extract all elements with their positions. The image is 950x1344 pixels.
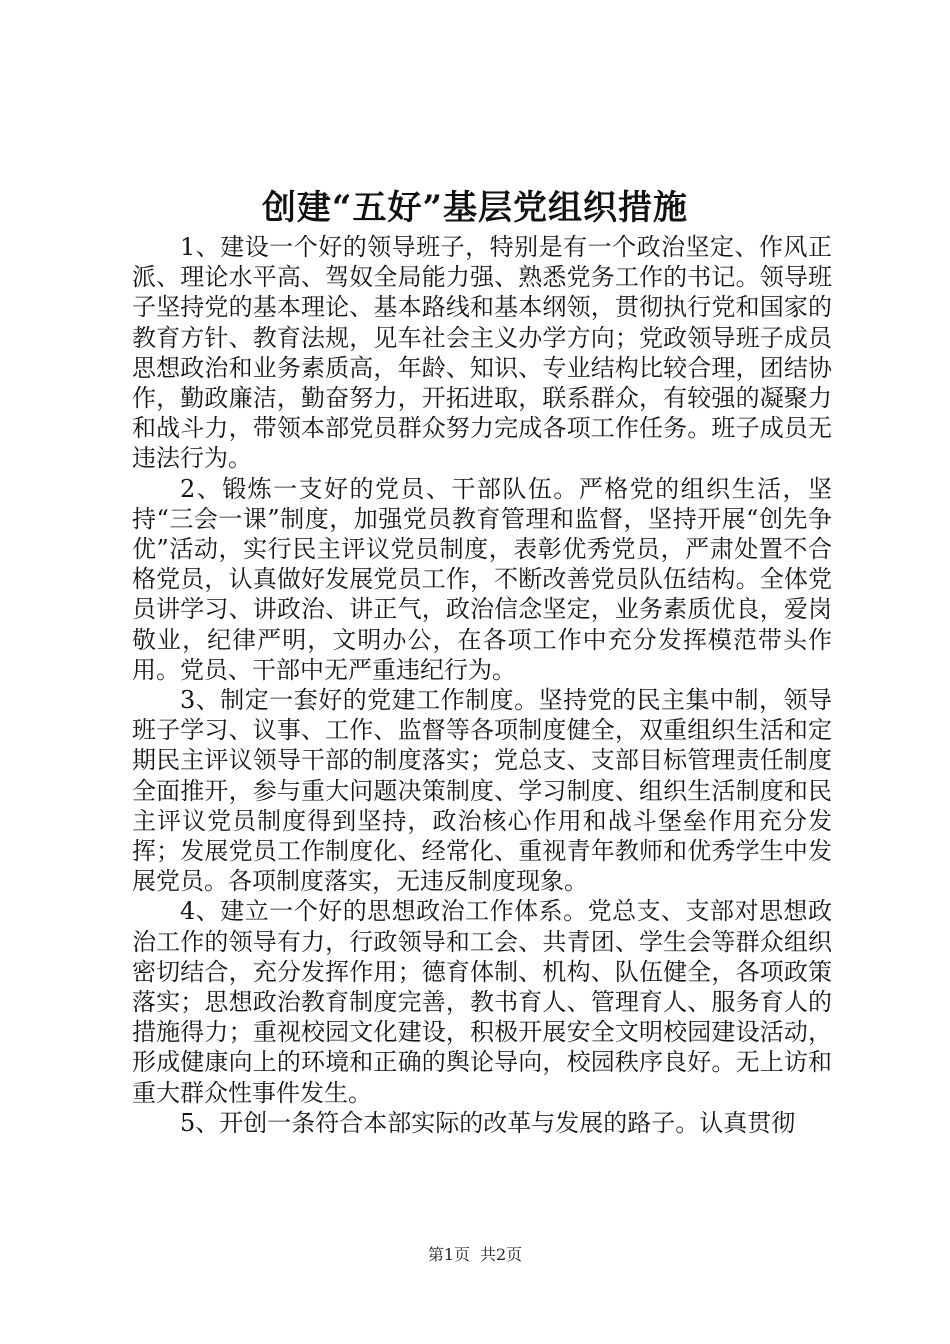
page-number: 第1页: [427, 1245, 470, 1264]
document-body: [132, 232, 832, 1138]
paragraph-4: 4、建立一个好的思想政治工作体系。党总支、支部对思想政治工作的领导有力，行政领导和工会、共青团、学生会等群众组织密切结合，充分发挥作用；德育体制、机构、队伍健全，各项政策落实；思想政治教育制度完善，教书育人、管理育人、服务育人的措施得力；重视校园文化建设，积极开展安全文明校园建设活动，形成健康向上的环境和正确的舆论导向，校园秩序良好。无上访和重大群众性事件发生。: [132, 897, 832, 1107]
paragraph-2: 2、锻炼一支好的党员、干部队伍。严格党的组织生活，坚持“三会一课”制度，加强党员教育管理和监督，坚持开展“创先争优”活动，实行民主评议党员制度，表彰优秀党员，严肃处置不合格党员，认真做好发展党员工作，不断改善党员队伍结构。全体党员讲学习、讲政治、讲正气，政治信念坚定，业务素质优良，爱岗敬业，纪律严明，文明办公，在各项工作中充分发挥模范带头作用。党员、干部中无严重违纪行为。: [132, 474, 832, 684]
page-footer: [0, 1244, 950, 1266]
paragraph-5: 5、开创一条符合本部实际的改革与发展的路子。认真贯彻: [180, 1108, 796, 1137]
paragraph-3: 3、制定一套好的党建工作制度。坚持党的民主集中制，领导班子学习、议事、工作、监督等各项制度健全，双重组织生活和定期民主评议领导干部的制度落实；党总支、支部目标管理责任制度全面推开，参与重大问题决策制度、学习制度、组织生活制度和民主评议党员制度得到坚持，政治核心作用和战斗堡垒作用充分发挥；发展党员工作制度化、经常化、重视青年教师和优秀学生中发展党员。各项制度落实，无违反制度现象。: [132, 686, 832, 896]
document-title: 创建“五好”基层党组织措施: [261, 188, 689, 228]
page-total: 共2页: [480, 1245, 523, 1264]
paragraph-1: 1、建设一个好的领导班子，特别是有一个政治坚定、作风正派、理论水平高、驾奴全局能力强、熟悉党务工作的书记。领导班子坚持党的基本理论、基本路线和基本纲领，贯彻执行党和国家的教育方针、教育法规，见车社会主义办学方向；党政领导班子成员思想政治和业务素质高，年龄、知识、专业结构比较合理，团结协作，勤政廉洁，勤奋努力，开拓进取，联系群众，有较强的凝聚力和战斗力，带领本部党员群众努力完成各项工作任务。班子成员无违法行为。: [132, 233, 832, 473]
